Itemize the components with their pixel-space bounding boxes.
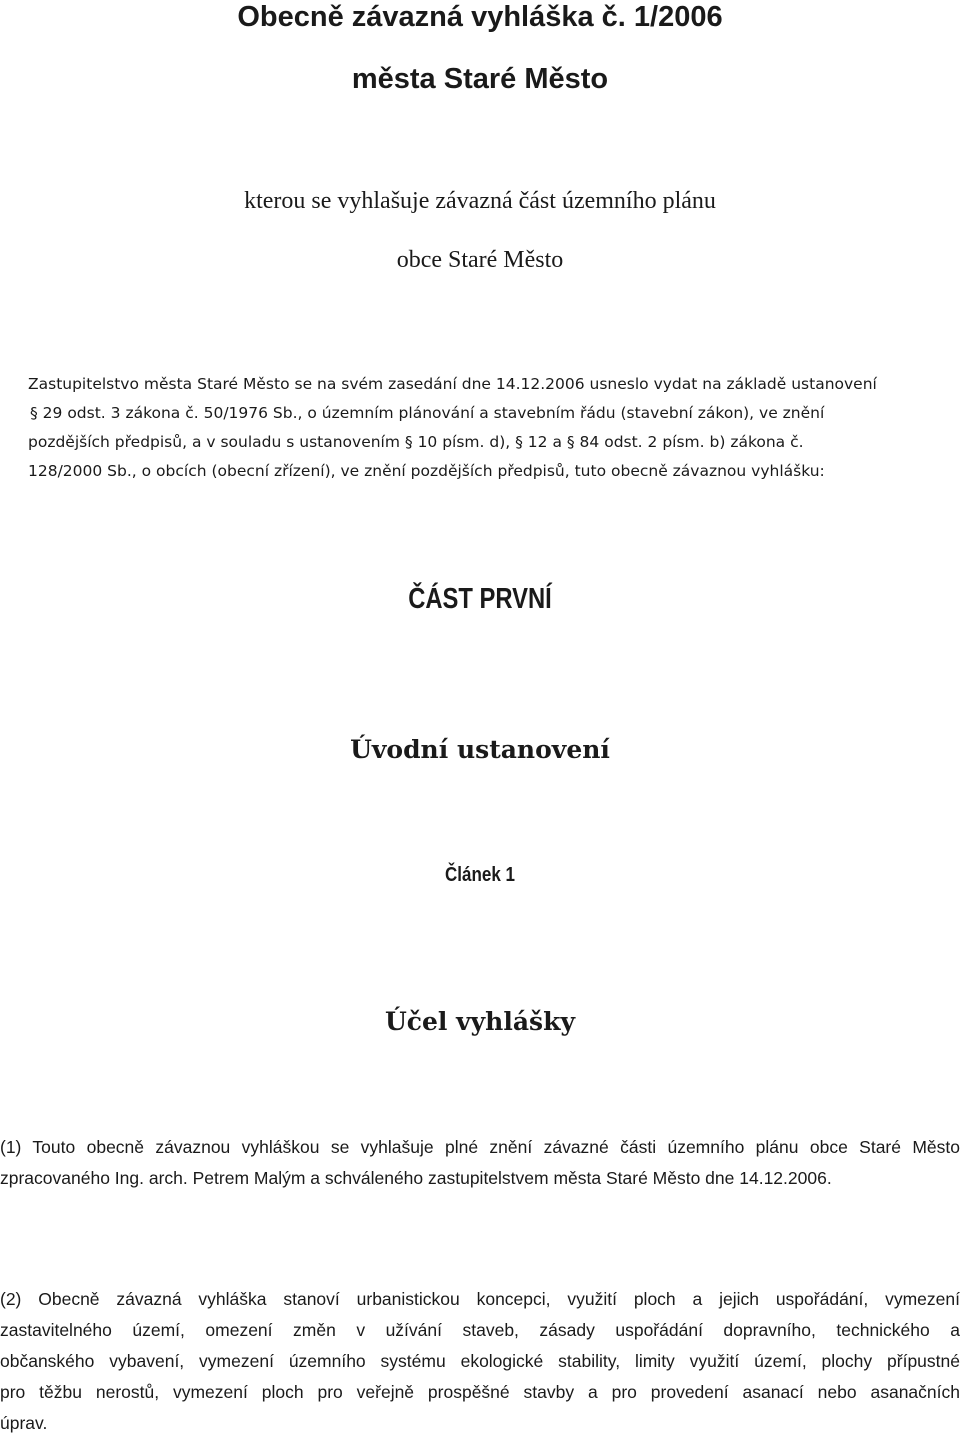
document-title: Obecně závazná vyhláška č. 1/2006 xyxy=(237,1,723,33)
document-subtitle-municipality: obce Staré Město xyxy=(396,247,564,273)
preamble-line: Zastupitelstvo města Staré Město se na svém zasedání dne 14.12.2006 usneslo vydat na základě ustanovení xyxy=(28,375,877,393)
paragraph-line: pro těžbu nerostů, vymezení ploch pro veřejně prospěšné stavby a pro provedení asanací nebo asanačních xyxy=(0,1382,960,1402)
paragraph-2 xyxy=(0,1284,960,1439)
article-heading: Účel vyhlášky xyxy=(385,1007,575,1036)
document-subtitle: kterou se vyhlašuje závazná část územního plánu xyxy=(244,188,716,214)
paragraph-line: (2) Obecně závazná vyhláška stanoví urbanistickou koncepci, využití ploch a jejich uspořádání, vymezení xyxy=(0,1289,960,1309)
paragraph-line: občanského vybavení, vymezení územního systému ekologické stability, limity využití území, plochy přípustné xyxy=(0,1351,960,1371)
preamble-line: 128/2000 Sb., o obcích (obecní zřízení), ve znění pozdějších předpisů, tuto obecně závaznou vyhlášku: xyxy=(28,462,825,480)
paragraph-line: zpracovaného Ing. arch. Petrem Malým a schváleného zastupitelstvem města Staré Město dne 14.12.2006. xyxy=(0,1168,832,1188)
part-label: ČÁST PRVNÍ xyxy=(408,583,552,615)
preamble xyxy=(28,370,958,486)
paragraph-line: zastavitelného území, omezení změn v užívání staveb, zásady uspořádání dopravního, technického a xyxy=(0,1320,960,1340)
article-label: Článek 1 xyxy=(445,864,515,886)
preamble-line: pozdějších předpisů, a v souladu s ustanovením § 10 písm. d), § 12 a § 84 odst. 2 písm. b) zákona č. xyxy=(28,433,804,451)
preamble-line: § 29 odst. 3 zákona č. 50/1976 Sb., o územním plánování a stavebním řádu (stavební zákon), ve znění xyxy=(30,404,825,422)
paragraph-line: úprav. xyxy=(0,1413,48,1433)
paragraph-line: (1) Touto obecně závaznou vyhláškou se vyhlašuje plné znění závazné části územního plánu obce Staré Město xyxy=(0,1137,960,1157)
document-title-municipality: města Staré Město xyxy=(351,63,609,95)
paragraph-1 xyxy=(0,1132,960,1194)
part-heading: Úvodní ustanovení xyxy=(350,735,610,764)
